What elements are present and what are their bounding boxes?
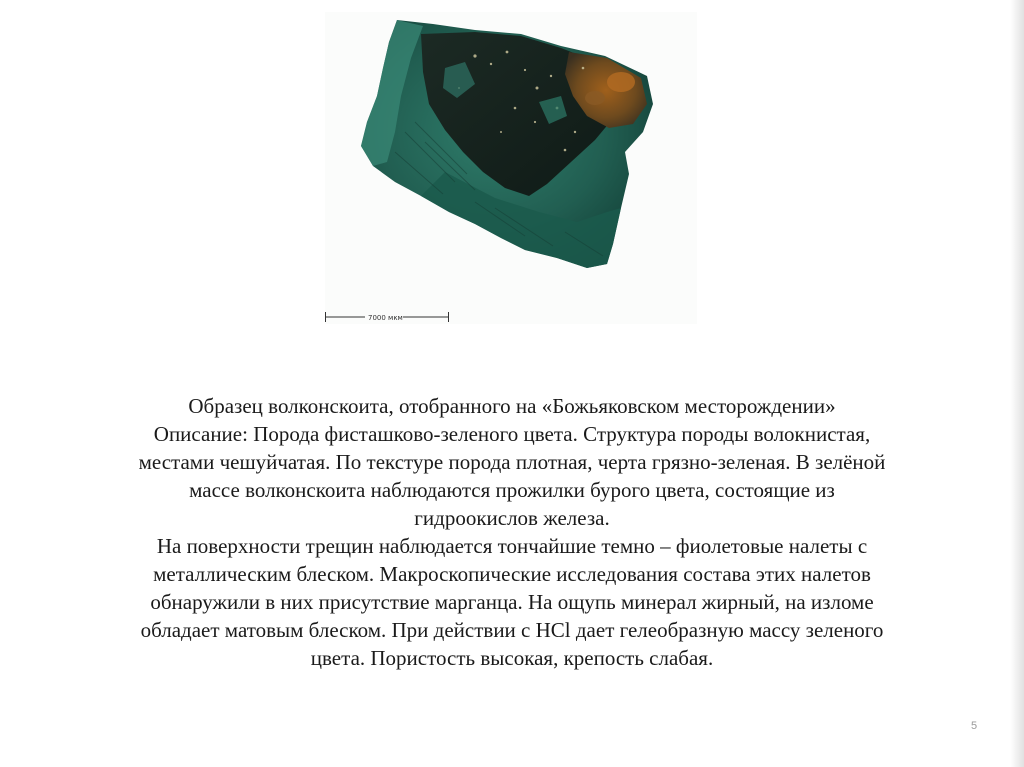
description-line: обнаружили в них присутствие марганца. На ощупь минерал жирный, на изломе bbox=[150, 590, 874, 614]
description-line: обладает матовым блеском. При действии с HCl дает гелеобразную массу зеленого bbox=[140, 618, 884, 642]
description-line: металлическим блеском. Макроскопические исследования состава этих налетов bbox=[153, 562, 871, 586]
description-line: Описание: Порода фисташково-зеленого цвета. Структура породы волокнистая, bbox=[153, 422, 871, 446]
specimen-description bbox=[50, 392, 974, 672]
description-line: Образец волконскоита, отобранного на «Божьяковском месторождении» bbox=[188, 394, 836, 418]
slide-edge-shadow bbox=[1010, 0, 1024, 767]
description-line: местами чешуйчатая. По текстуре порода плотная, черта грязно-зеленая. В зелёной bbox=[138, 450, 886, 474]
description-line: гидроокислов железа. bbox=[414, 506, 610, 530]
description-line: На поверхности трещин наблюдается тончайшие темно – фиолетовые налеты с bbox=[156, 534, 868, 558]
volkonskoite-specimen-image bbox=[325, 12, 697, 324]
description-line: цвета. Пористость высокая, крепость слабая. bbox=[310, 646, 714, 670]
scale-bar-label: 7000 мкм bbox=[368, 314, 403, 322]
specimen-photo bbox=[325, 12, 697, 324]
description-line: массе волконскоита наблюдаются прожилки бурого цвета, состоящие из bbox=[189, 478, 835, 502]
page-number: 5 bbox=[970, 720, 978, 732]
